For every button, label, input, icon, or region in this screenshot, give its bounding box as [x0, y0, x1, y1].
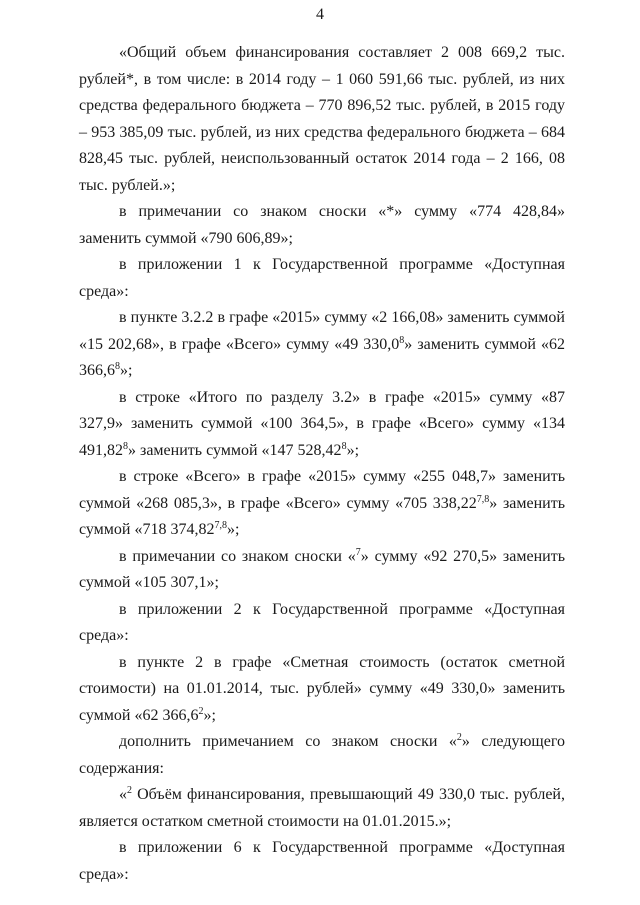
text-run: » заменить суммой «62 366,6 [79, 335, 565, 379]
footnote-mark: 2 [127, 785, 132, 796]
text-run: в пункте 3.2.2 в графе «2015» сумму «2 166,08» заменить суммой «15 202,68», в графе «Всего» сумму «49 330,0 [79, 309, 565, 353]
text-run: в строке «Всего» в графе «2015» сумму «255 048,7» заменить суммой «268 085,3», в графе «Всего» сумму «705 338,22 [79, 468, 565, 512]
paragraph-footnote-2-text [79, 782, 565, 835]
paragraph-add-footnote [79, 729, 565, 782]
footnote-mark: 7,8 [476, 493, 490, 505]
text-run: »; [346, 441, 360, 459]
footnote-mark: 2 [198, 705, 204, 717]
text-run: » следующего содержания: [79, 733, 565, 777]
text-run: в строке «Итого по разделу 3.2» в графе «2015» сумму «87 327,9» заменить суммой «100 364,5», в графе «Всего» сумму «134 491,82 [79, 388, 565, 459]
footnote-mark: 8 [399, 334, 405, 346]
text-run: « [119, 786, 127, 803]
footnote-mark: 8 [123, 440, 128, 452]
paragraph-appendix-6: в приложении 6 к Государственной программе «Доступная среда»: [79, 839, 565, 883]
page-number: 4 [316, 6, 324, 23]
text-run: в пункте 2 в графе «Сметная стоимость (остаток сметной стоимости) на 01.01.2014, тыс. рублей» сумму «49 330,0» заменить суммой «62 366,6 [79, 653, 565, 724]
paragraph-total-section-3-2 [79, 385, 565, 465]
text-run: в примечании со знаком сноски « [119, 547, 356, 565]
text-run: »; [203, 706, 216, 724]
paragraph-item-3-2-2 [79, 305, 565, 385]
footnote-mark: 8 [341, 440, 347, 452]
footnote-mark: 2 [456, 732, 462, 743]
text-run: Объём финансирования, превышающий 49 330,0 тыс. рублей, является остатком сметной стоимости на 01.01.2015.»; [79, 786, 565, 830]
paragraph-financing-volume: «Общий объем финансирования составляет 2 008 669,2 тыс. рублей*, в том числе: в 2014 году – 1 060 591,66 тыс. рублей, из них средства федерального бюджета – 770 896,52 тыс. рублей, в 2015 году – 953 385,09 тыс. рублей, из них средства федерального бюджета – 684 828,45 тыс. рублей, неиспользованный остаток 2014 года – 2 166, 08 тыс. рублей.»; [79, 44, 565, 194]
text-run: » заменить суммой «147 528,42 [128, 441, 342, 459]
paragraph-appendix-2: в приложении 2 к Государственной программе «Доступная среда»: [79, 600, 565, 644]
text-run: » заменить суммой «718 374,82 [79, 494, 566, 538]
paragraph-footnote-7 [79, 544, 565, 597]
document-body [79, 40, 565, 888]
footnote-mark: 8 [115, 361, 120, 372]
paragraph-appendix-1: в приложении 1 к Государственной программе «Доступная среда»: [79, 256, 565, 300]
footnote-mark: 7,8 [214, 520, 227, 531]
text-run: »; [120, 362, 133, 379]
footnote-mark: 7 [355, 546, 361, 558]
text-run: » сумму «92 270,5» заменить суммой «105 307,1»; [79, 547, 565, 591]
text-run: дополнить примечанием со знаком сноски « [119, 733, 457, 750]
text-run: »; [227, 521, 240, 538]
paragraph-item-2-estimated-cost [79, 650, 565, 730]
paragraph-footnote-star: в примечании со знаком сноски «*» сумму «774 428,84» заменить суммой «790 606,89»; [79, 203, 565, 247]
paragraph-row-total [79, 464, 565, 544]
